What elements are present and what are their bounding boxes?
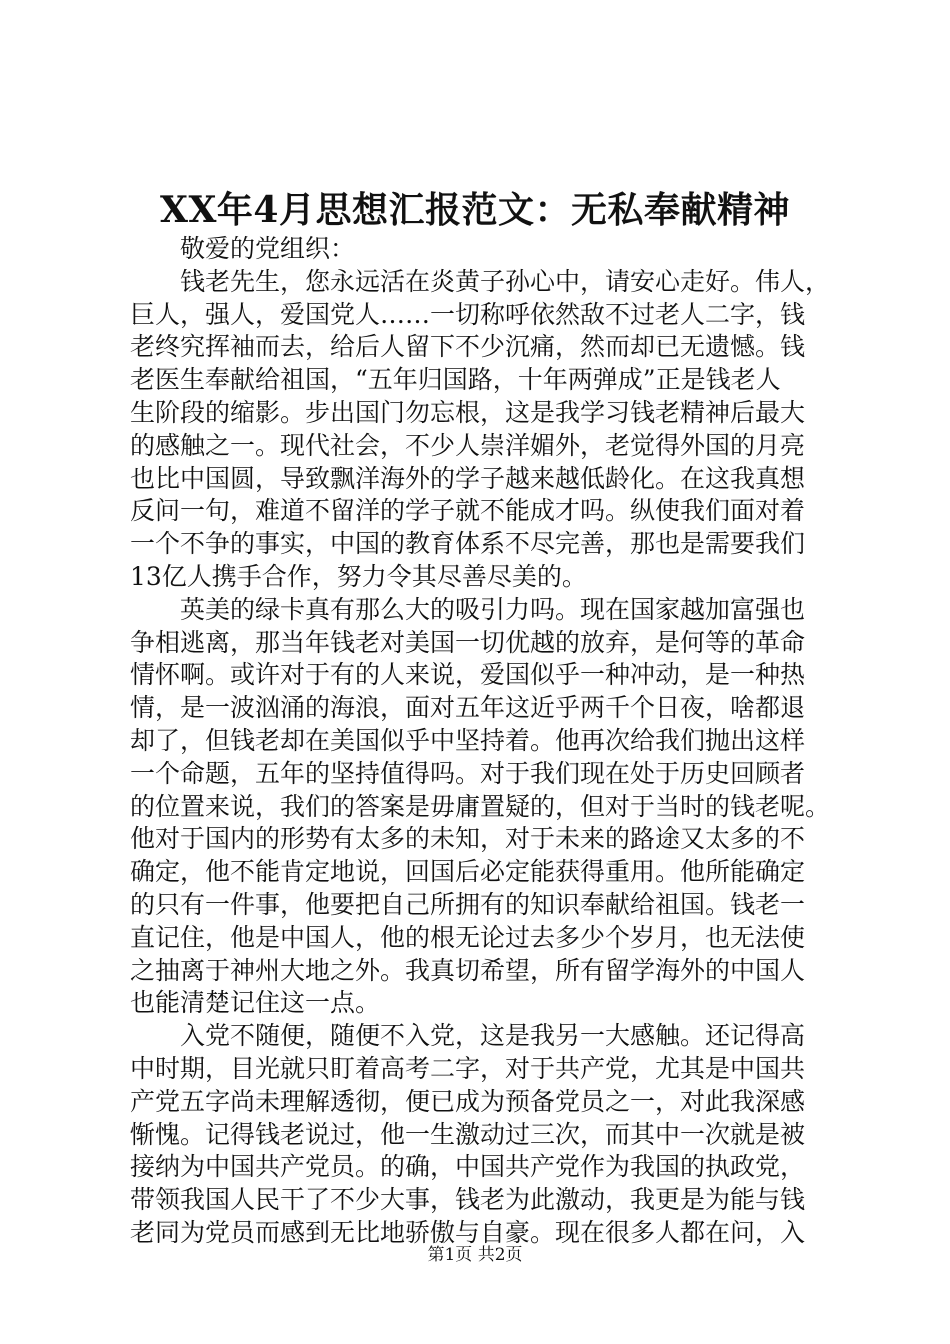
document-body (130, 233, 830, 1250)
body-line: 的只有一件事，他要把自己所拥有的知识奉献给祖国。钱老一 (130, 889, 806, 919)
body-line: 的位置来说，我们的答案是毋庸置疑的，但对于当时的钱老呢。 (130, 791, 831, 821)
body-line: 之抽离于神州大地之外。我真切希望，所有留学海外的中国人 (130, 955, 806, 985)
body-line: 生阶段的缩影。步出国门勿忘根，这是我学习钱老精神后最大 (130, 397, 806, 427)
body-line: 老同为党员而感到无比地骄傲与自豪。现在很多人都在问，入 (130, 1217, 806, 1247)
body-line: 钱老先生，您永远活在炎黄子孙心中，请安心走好。伟人， (130, 266, 831, 296)
body-line: 情怀啊。或许对于有的人来说，爱国似乎一种冲动，是一种热 (130, 660, 806, 690)
body-line: 英美的绿卡真有那么大的吸引力吗。现在国家越加富强也 (130, 594, 806, 624)
body-line: 也比中国圆，导致飘洋海外的学子越来越低龄化。在这我真想 (130, 463, 806, 493)
body-line: 带领我国人民干了不少大事，钱老为此激动，我更是为能与钱 (130, 1185, 806, 1215)
body-line: 13亿人携手合作，努力令其尽善尽美的。 (130, 561, 587, 591)
body-line: 中时期，目光就只盯着高考二字，对于共产党，尤其是中国共 (130, 1053, 806, 1083)
body-line: 一个命题，五年的坚持值得吗。对于我们现在处于历史回顾者 (130, 758, 806, 788)
body-line: 接纳为中国共产党员。的确，中国共产党作为我国的执政党， (130, 1152, 806, 1182)
body-line: 情，是一波汹涌的海浪，面对五年这近乎两千个日夜，啥都退 (130, 693, 806, 723)
body-line: 老医生奉献给祖国，“五年归国路，十年两弹成”正是钱老人 (130, 365, 781, 395)
body-line: 一个不争的事实，中国的教育体系不尽完善，那也是需要我们 (130, 529, 806, 559)
body-line: 反问一句，难道不留洋的学子就不能成才吗。纵使我们面对着 (130, 496, 806, 526)
body-line: 巨人，强人，爱国党人……一切称呼依然敌不过老人二字，钱 (130, 299, 806, 329)
body-line: 敬爱的党组织： (130, 234, 356, 263)
body-line: 的感触之一。现代社会，不少人崇洋媚外，老觉得外国的月亮 (130, 430, 806, 460)
body-line: 也能清楚记住这一点。 (130, 988, 381, 1018)
body-line: 老终究挥袖而去，给后人留下不少沉痛，然而却已无遗憾。钱 (130, 332, 806, 362)
body-line: 确定，他不能肯定地说，回国后必定能获得重用。他所能确定 (130, 857, 806, 887)
body-line: 他对于国内的形势有太多的未知，对于未来的路途又太多的不 (130, 824, 806, 854)
document-title: XX年4月思想汇报范文：无私奉献精神 (160, 189, 790, 231)
body-line: 却了，但钱老却在美国似乎中坚持着。他再次给我们抛出这样 (130, 725, 806, 755)
body-line: 直记住，他是中国人，他的根无论过去多少个岁月，也无法使 (130, 922, 806, 952)
page-footer: 第1页 共2页 (427, 1245, 523, 1265)
body-line: 产党五字尚未理解透彻，便已成为预备党员之一，对此我深感 (130, 1086, 806, 1116)
body-line: 争相逃离，那当年钱老对美国一切优越的放弃，是何等的革命 (130, 627, 806, 657)
body-line: 惭愧。记得钱老说过，他一生激动过三次，而其中一次就是被 (130, 1119, 806, 1149)
body-line: 入党不随便，随便不入党，这是我另一大感触。还记得高 (130, 1021, 806, 1051)
